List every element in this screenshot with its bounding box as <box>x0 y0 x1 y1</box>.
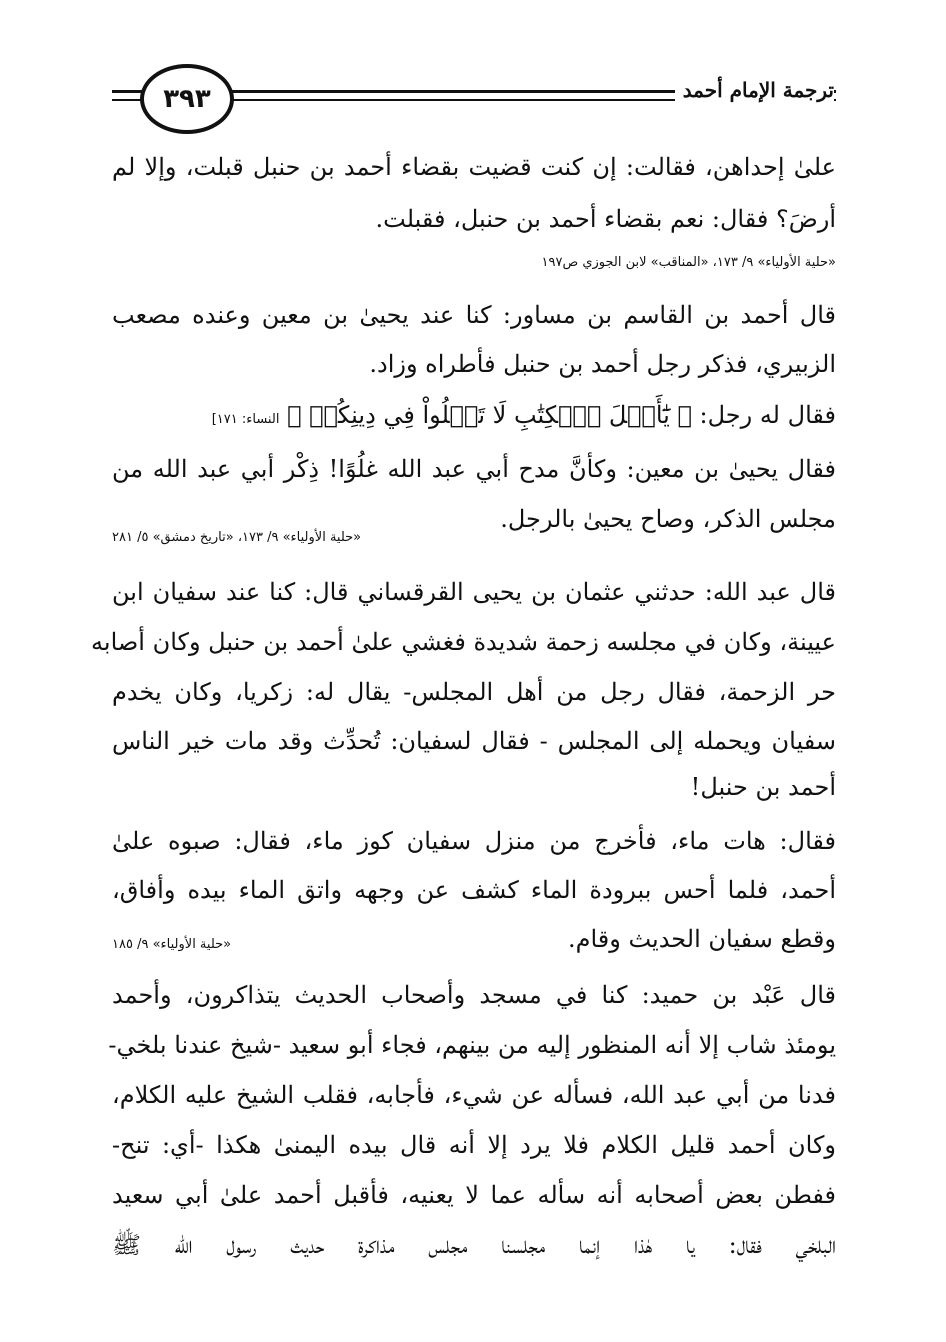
text-line: سفيان ويحمله إلى المجلس - فقال لسفيان: تُحدِّث وقد مات خير الناس <box>112 727 836 755</box>
quran-verse: ﴿ يَٰٓأَهۡلَ ٱلۡكِتَٰبِ لَا تَغۡلُواْ فِي دِينِكُمۡ ﴾ <box>287 401 692 429</box>
source-citation: «حلية الأولياء» ٩/ ١٧٣، «تاريخ دمشق» ٥/ ٢٨١ <box>112 530 362 545</box>
text-line: فقال يحيىٰ بن معين: وكأنَّ مدح أبي عبد الله غلُوًا! ذِكْر أبي عبد الله من <box>112 455 836 483</box>
text-line: يومئذ شاب إلا أنه المنظور إليه من بينهم، فجاء أبو سعيد -شيخ عندنا بلخي- <box>108 1031 836 1059</box>
text-line: فقال: هات ماء، فأخرج من منزل سفيان كوز ماء، فقال: صبوه علىٰ <box>112 827 836 855</box>
page-number: ٣٩٣ <box>163 84 211 114</box>
text-line: فدنا من أبي عبد الله، فسأله عن شيء، فأجابه، فقلب الشيخ عليه الكلام، <box>112 1081 836 1109</box>
body-text <box>91 0 836 1342</box>
text-line: أرضَ؟ فقال: نعم بقضاء أحمد بن حنبل، فقبلت. <box>375 205 836 233</box>
quran-prefix: فقال له رجل: <box>699 401 836 429</box>
quran-reference: النساء: ١٧١] <box>211 412 280 427</box>
source-citation: «حلية الأولياء» ٩/ ١٨٥ <box>112 937 232 952</box>
text-line: وكان أحمد قليل الكلام فلا يرد إلا أنه قال بيده اليمنىٰ هكذا -أي: تنح- <box>112 1131 836 1159</box>
text-line: البلخي فقال: يا هٰذا إنما مجلسنا مجلس مذاكرة حديث رسول الله ﷺ <box>112 1231 836 1259</box>
text-line: قال عَبْد بن حميد: كنا في مسجد وأصحاب الحديث يتذاكرون، وأحمد <box>112 981 836 1009</box>
quran-line <box>112 400 836 435</box>
text-line: مجلس الذكر، وصاح يحيىٰ بالرجل. <box>500 505 836 533</box>
text-line: حر الزحمة، فقال رجل من أهل المجلس- يقال له: زكريا، وكان يخدم <box>112 678 836 706</box>
text-line: ففطن بعض أصحابه أنه سأله عما لا يعنيه، فأقبل أحمد علىٰ أبي سعيد <box>112 1181 836 1209</box>
running-title: ترجمة الإمام أحمد <box>675 78 834 102</box>
text-line: قال أحمد بن القاسم بن مساور: كنا عند يحيىٰ بن معين وعنده مصعب <box>112 301 836 329</box>
text-line: علىٰ إحداهن، فقالت: إن كنت قضيت بقضاء أحمد بن حنبل قبلت، وإلا لم <box>112 153 836 181</box>
text-line: عيينة، وكان في مجلسه زحمة شديدة فغشي علىٰ أحمد بن حنبل وكان أصابه <box>91 628 836 656</box>
source-citation: «حلية الأولياء» ٩/ ١٧٣، «المناقب» لابن الجوزي ص١٩٧ <box>541 255 836 270</box>
text-line: أحمد، فلما أحس ببرودة الماء كشف عن وجهه واتق الماء بيده وأفاق، <box>112 876 836 904</box>
text-line: الزبيري، فذكر رجل أحمد بن حنبل فأطراه وزاد. <box>369 350 836 378</box>
text-line: وقطع سفيان الحديث وقام. <box>567 925 836 953</box>
text-line: أحمد بن حنبل! <box>690 773 836 801</box>
text-line: قال عبد الله: حدثني عثمان بن يحيى القرقساني قال: كنا عند سفيان ابن <box>112 578 836 606</box>
